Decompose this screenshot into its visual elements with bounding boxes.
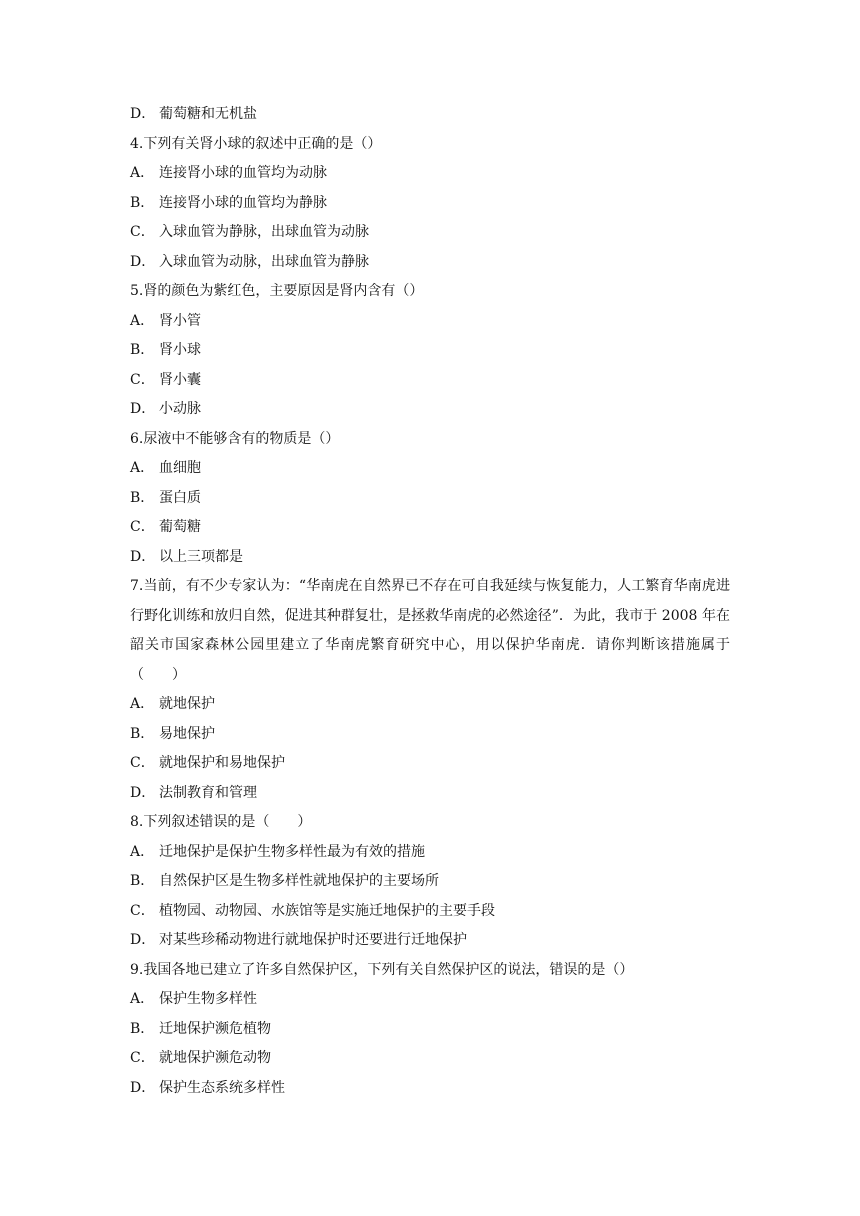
question-list <box>130 100 730 1103</box>
option-line <box>130 336 730 366</box>
option-text: 入球血管为静脉，出球血管为动脉 <box>159 224 369 240</box>
option-letter: A． <box>130 843 155 860</box>
question-5 <box>130 277 730 425</box>
option-line <box>130 366 730 396</box>
option-letter: C． <box>130 902 155 919</box>
option-line <box>130 395 730 425</box>
option-line <box>130 1044 730 1074</box>
option-line <box>130 867 730 897</box>
option-text: 植物园、动物园、水族馆等是实施迁地保护的主要手段 <box>159 902 495 919</box>
option-letter: D． <box>130 548 156 565</box>
option-letter: B． <box>130 1020 155 1037</box>
option-letter: A． <box>130 165 155 181</box>
option-line <box>130 749 730 779</box>
option-text: 蛋白质 <box>159 489 201 506</box>
option-text: 葡萄糖和无机盐 <box>159 106 257 122</box>
option-letter: C． <box>130 755 155 771</box>
question-6 <box>130 425 730 573</box>
option-letter: D． <box>130 253 156 270</box>
option-line <box>130 484 730 514</box>
option-line <box>130 159 730 189</box>
option-text: 保护生态系统多样性 <box>159 1079 285 1096</box>
option-letter: B． <box>130 873 155 889</box>
option-letter: A． <box>130 460 155 476</box>
option-text: 自然保护区是生物多样性就地保护的主要场所 <box>159 873 439 889</box>
option-letter: A． <box>130 991 155 1007</box>
option-text: 对某些珍稀动物进行就地保护时还要进行迁地保护 <box>159 932 467 948</box>
option-line <box>130 690 730 720</box>
option-text: 迁地保护濒危植物 <box>159 1020 271 1037</box>
question-9 <box>130 956 730 1104</box>
option-text: 肾小管 <box>159 312 201 329</box>
option-text: 迁地保护是保护生物多样性最为有效的措施 <box>159 843 425 860</box>
option-text: 肾小球 <box>159 342 201 358</box>
option-letter: A． <box>130 696 155 712</box>
option-line <box>130 218 730 248</box>
option-line <box>130 720 730 750</box>
option-line <box>130 543 730 573</box>
option-letter: D． <box>130 1079 156 1096</box>
option-line <box>130 454 730 484</box>
question-stem: 5.肾的颜色为紫红色，主要原因是肾内含有（） <box>130 283 424 299</box>
option-letter: C． <box>130 371 155 388</box>
question-4 <box>130 130 730 278</box>
option-letter: D． <box>130 932 156 948</box>
option-line <box>130 1074 730 1104</box>
option-line <box>130 513 730 543</box>
option-letter: B． <box>130 725 155 742</box>
question-stem: 7.当前，有不少专家认为：“华南虎在自然界已不存在可自我延续与恢复能力，人工繁育华南虎进行野化训练和放归自然，促进其种群复壮，是拯救华南虎的必然途径”．为此，我市于 2008 年在韶关市国家森林公园里建立了华南虎繁育研究中心，用以保护华南虎．请你判断该措施属于（ ） <box>130 578 730 683</box>
question-stem: 9.我国各地已建立了许多自然保护区，下列有关自然保护区的说法，错误的是（） <box>130 961 634 978</box>
option-letter: D． <box>130 784 156 801</box>
option-text: 入球血管为动脉，出球血管为静脉 <box>159 253 369 270</box>
option-text: 法制教育和管理 <box>159 784 257 801</box>
option-text: 血细胞 <box>159 460 201 476</box>
option-text: 小动脉 <box>159 401 201 417</box>
option-line <box>130 838 730 868</box>
option-line <box>130 189 730 219</box>
option-line <box>130 985 730 1015</box>
question-7 <box>130 572 730 808</box>
option-text: 保护生物多样性 <box>159 991 257 1007</box>
option-line <box>130 926 730 956</box>
question-stem: 4.下列有关肾小球的叙述中正确的是（） <box>130 135 382 152</box>
option-line <box>130 307 730 337</box>
option-line <box>130 897 730 927</box>
option-letter: A． <box>130 312 155 329</box>
option-text: 连接肾小球的血管均为静脉 <box>159 194 327 211</box>
option-text: 以上三项都是 <box>159 548 243 565</box>
option-letter: B． <box>130 194 155 211</box>
option-line <box>130 100 730 130</box>
option-letter: B． <box>130 489 155 506</box>
question-stem: 8.下列叙述错误的是（ ） <box>130 814 312 830</box>
option-text: 葡萄糖 <box>159 519 201 535</box>
question-stem: 6.尿液中不能够含有的物质是（） <box>130 430 340 447</box>
option-line <box>130 248 730 278</box>
option-letter: C． <box>130 519 155 535</box>
option-text: 就地保护 <box>159 696 215 712</box>
option-text: 连接肾小球的血管均为动脉 <box>159 165 327 181</box>
option-text: 就地保护和易地保护 <box>159 755 285 771</box>
option-text: 就地保护濒危动物 <box>159 1050 271 1066</box>
option-line <box>130 1015 730 1045</box>
option-line <box>130 779 730 809</box>
option-text: 肾小囊 <box>159 371 201 388</box>
question-8 <box>130 808 730 956</box>
option-letter: C． <box>130 224 155 240</box>
option-letter: C． <box>130 1050 155 1066</box>
option-letter: D． <box>130 401 156 417</box>
option-text: 易地保护 <box>159 725 215 742</box>
option-letter: D． <box>130 106 156 122</box>
option-letter: B． <box>130 342 155 358</box>
